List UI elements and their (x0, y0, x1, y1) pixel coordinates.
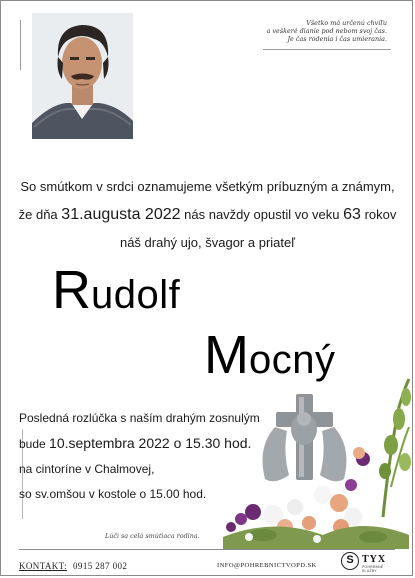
logo-badge-icon: S (341, 552, 359, 570)
last-name-rest: ocný (248, 338, 336, 382)
announcement-line-3: náš drahý ujo, švagor a priateľ (119, 235, 296, 250)
first-name (52, 260, 181, 320)
contact-email[interactable]: INFO@POHREBNICTVOPD.SK (217, 562, 317, 569)
funeral-prefix: bude (19, 437, 46, 451)
announcement-suffix: rokov (364, 207, 397, 222)
quote-line-1: Všetko má určenú chvíľu (306, 19, 387, 27)
age: 63 (343, 206, 361, 223)
frame-line (20, 20, 21, 70)
death-date: 31.augusta 2022 (61, 206, 181, 223)
contact (19, 561, 127, 571)
contact-phone[interactable]: 0915 287 002 (73, 561, 128, 571)
cross-flower-arrangement (213, 367, 413, 549)
last-name-initial: M (204, 325, 249, 385)
funeral-line-3: na cintoríne v Chalmovej, (19, 462, 155, 476)
announcement (1, 173, 413, 257)
quote-line-3: Je čas rodenia i čas umierania. (287, 35, 387, 44)
funeral-datetime: 10.septembra 2022 o 15.30 hod. (49, 435, 252, 451)
funeral-line-4: so sv.omšou v kostole o 15.00 hod. (19, 487, 207, 501)
announcement-middle: nás navždy opustil vo veku (184, 207, 340, 222)
logo-word: TYX (362, 554, 387, 565)
footer-divider (19, 549, 395, 550)
first-name-rest: udolf (91, 273, 181, 317)
quote-divider (263, 49, 391, 50)
quote (207, 19, 387, 44)
portrait-photo (32, 13, 133, 139)
contact-label: KONTAKT: (19, 561, 68, 571)
logo-tagline: POHREBNÉ SLUŽBY (362, 565, 384, 573)
mourners-note: Lúči sa celá smútiaca rodina. (105, 532, 200, 540)
first-name-initial: R (52, 260, 91, 320)
funeral-line-1: Posledná rozlúčka s naším drahým zosnulým (19, 411, 260, 425)
announcement-prefix: že dňa (18, 207, 58, 222)
funeral-service-logo (341, 552, 399, 572)
announcement-line-1: So smútkom v srdci oznamujeme všetkým príbuzným a známym, (20, 179, 395, 194)
announcement-line-2 (1, 201, 413, 229)
quote-line-2: a veškeré dianie pod nebom svoj čas. (266, 27, 387, 36)
